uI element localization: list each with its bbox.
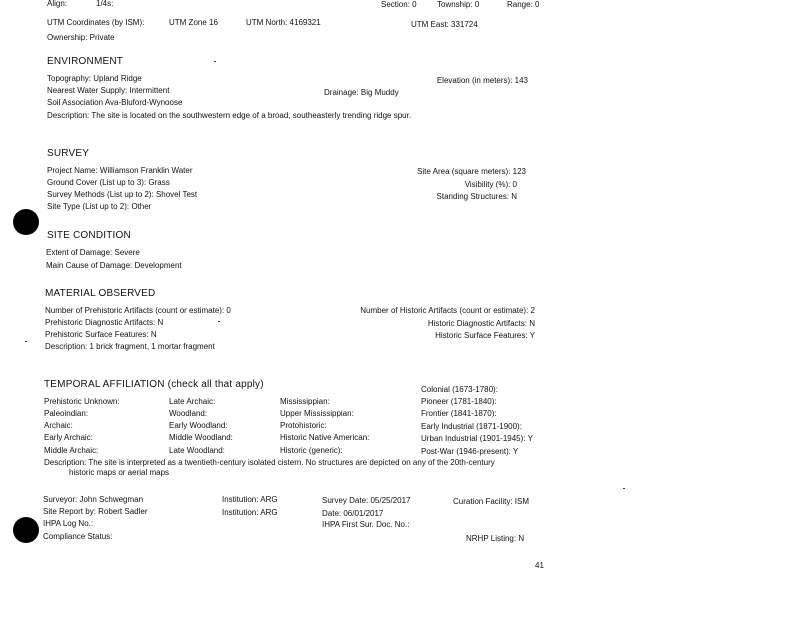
temporal-early-woodland: Early Woodland: bbox=[169, 421, 228, 430]
prehistoric-diagnostic-field: Prehistoric Diagnostic Artifacts: N bbox=[45, 318, 164, 327]
temporal-post-war: Post-War (1946-present): Y bbox=[421, 447, 519, 456]
site-report-by-field: Site Report by: Robert Sadler bbox=[43, 507, 148, 516]
temporal-archaic: Archaic: bbox=[44, 421, 73, 430]
punch-hole bbox=[13, 517, 39, 543]
scan-speck bbox=[214, 61, 216, 62]
project-name-field: Project Name: Williamson Franklin Water bbox=[47, 166, 193, 175]
cause-of-damage-field: Main Cause of Damage: Development bbox=[46, 261, 182, 270]
compliance-status-field: Compliance Status: bbox=[43, 532, 113, 541]
temporal-protohistoric: Protohistoric: bbox=[280, 421, 327, 430]
survey-heading: SURVEY bbox=[47, 148, 90, 159]
historic-diagnostic-field: Historic Diagnostic Artifacts: N bbox=[427, 319, 535, 328]
material-description: Description: 1 brick fragment, 1 mortar fragment bbox=[45, 342, 215, 351]
prehistoric-count-field: Number of Prehistoric Artifacts (count or estimate): 0 bbox=[45, 306, 231, 315]
ihpa-first-survey-field: IHPA First Sur. Doc. No.: bbox=[322, 520, 410, 529]
scan-speck bbox=[25, 341, 27, 342]
standing-structures-field: Standing Structures: N bbox=[436, 192, 517, 201]
quarter-sections-label: 1/4s: bbox=[96, 0, 114, 8]
temporal-affiliation-heading: TEMPORAL AFFILIATION (check all that apply) bbox=[44, 379, 264, 390]
report-institution-field: Institution: ARG bbox=[222, 508, 278, 517]
extent-of-damage-field: Extent of Damage: Severe bbox=[46, 248, 140, 257]
soil-association-field: Soil Association Ava-Bluford-Wynoose bbox=[47, 98, 183, 107]
utm-coordinates-label: UTM Coordinates (by ISM): bbox=[47, 18, 145, 27]
water-supply-field: Nearest Water Supply: Intermittent bbox=[47, 86, 170, 95]
range-field: Range: 0 bbox=[507, 0, 540, 9]
align-label: Align: bbox=[47, 0, 68, 8]
temporal-prehistoric-unknown: Prehistoric Unknown: bbox=[44, 397, 120, 406]
temporal-early-industrial: Early Industrial (1871-1900): bbox=[421, 422, 522, 431]
historic-count-field: Number of Historic Artifacts (count or estimate): 2 bbox=[360, 306, 535, 315]
utm-east-field: UTM East: 331724 bbox=[411, 20, 478, 29]
temporal-woodland: Woodland: bbox=[169, 409, 208, 418]
temporal-description: Description: The site is interpreted as a twentieth-century isolated cistern. No structures are depicted on any of the 20th-century bbox=[44, 458, 495, 467]
temporal-early-archaic: Early Archaic: bbox=[44, 433, 93, 442]
elevation-field: Elevation (in meters): 143 bbox=[436, 76, 528, 85]
survey-date-field: Survey Date: 05/25/2017 bbox=[322, 496, 411, 505]
temporal-frontier: Frontier (1841-1870): bbox=[421, 409, 497, 418]
temporal-paleoindian: Paleoindian: bbox=[44, 409, 89, 418]
site-type-field: Site Type (List up to 2): Other bbox=[47, 202, 152, 211]
ownership-field: Ownership: Private bbox=[47, 33, 115, 42]
temporal-middle-woodland: Middle Woodland: bbox=[169, 433, 233, 442]
temporal-mississippian: Mississippian: bbox=[280, 397, 330, 406]
scan-speck bbox=[623, 488, 625, 489]
utm-zone-field: UTM Zone 16 bbox=[169, 18, 218, 27]
institution-field: Institution: ARG bbox=[222, 495, 278, 504]
prehistoric-surface-field: Prehistoric Surface Features: N bbox=[45, 330, 157, 339]
ground-cover-field: Ground Cover (List up to 3): Grass bbox=[47, 178, 170, 187]
ihpa-log-field: IHPA Log No.: bbox=[43, 519, 94, 528]
material-observed-heading: MATERIAL OBSERVED bbox=[45, 288, 156, 299]
temporal-colonial: Colonial (1673-1780): bbox=[421, 385, 498, 394]
utm-north-field: UTM North: 4169321 bbox=[246, 18, 321, 27]
survey-methods-field: Survey Methods (List up to 2): Shovel Test bbox=[47, 190, 198, 199]
surveyor-field: Surveyor: John Schwegman bbox=[43, 495, 144, 504]
environment-heading: ENVIRONMENT bbox=[47, 56, 124, 67]
curation-facility-field: Curation Facility: ISM bbox=[453, 497, 530, 506]
topography-field: Topography: Upland Ridge bbox=[47, 74, 142, 83]
historic-surface-field: Historic Surface Features: Y bbox=[435, 331, 535, 340]
scan-speck bbox=[218, 321, 220, 322]
temporal-description-continued: historic maps or aerial maps bbox=[69, 468, 170, 477]
site-area-field: Site Area (square meters): 123 bbox=[417, 167, 526, 176]
punch-hole bbox=[13, 209, 39, 235]
site-condition-heading: SITE CONDITION bbox=[47, 230, 131, 241]
temporal-middle-archaic: Middle Archaic: bbox=[44, 446, 99, 455]
report-date-field: Date: 06/01/2017 bbox=[322, 509, 384, 518]
environment-description: Description: The site is located on the southwestern edge of a broad, southeasterly trending ridge spur. bbox=[47, 111, 412, 120]
visibility-field: Visibility (%): 0 bbox=[464, 180, 517, 189]
nrhp-listing-field: NRHP Listing: N bbox=[466, 534, 525, 543]
temporal-historic-generic: Historic (generic): bbox=[280, 446, 343, 455]
drainage-field: Drainage: Big Muddy bbox=[324, 88, 399, 97]
temporal-late-woodland: Late Woodland: bbox=[169, 446, 225, 455]
township-field: Township: 0 bbox=[437, 0, 480, 9]
section-field: Section: 0 bbox=[381, 0, 417, 9]
temporal-upper-mississippian: Upper Mississippian: bbox=[280, 409, 354, 418]
page-number: 41 bbox=[535, 561, 544, 570]
temporal-pioneer: Pioneer (1781-1840): bbox=[421, 397, 497, 406]
temporal-late-archaic: Late Archaic: bbox=[169, 397, 216, 406]
temporal-urban-industrial: Urban Industrial (1901-1945): Y bbox=[421, 434, 533, 443]
temporal-historic-native-american: Historic Native American: bbox=[280, 433, 370, 442]
